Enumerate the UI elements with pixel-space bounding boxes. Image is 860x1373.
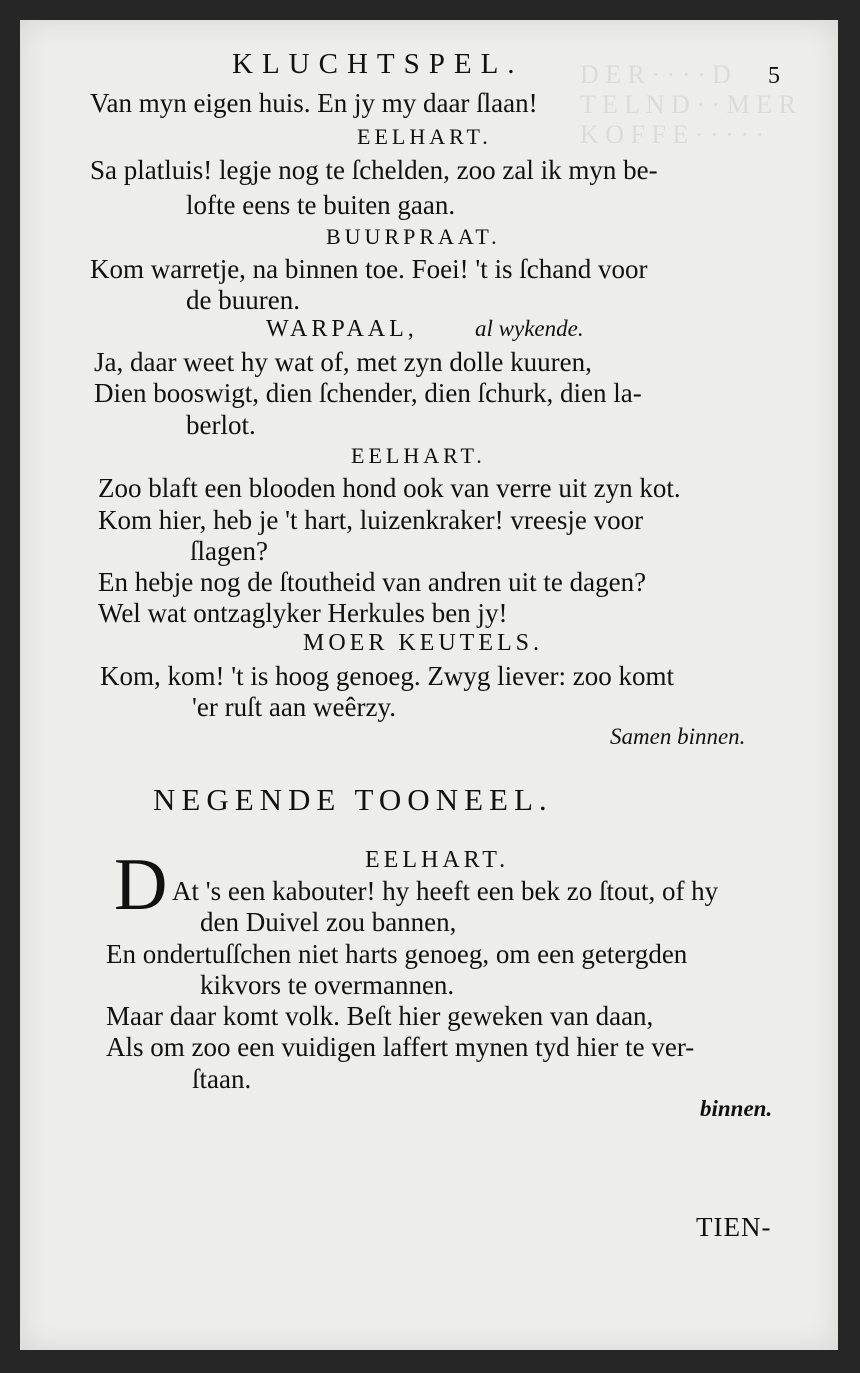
speaker-name: WARPAAL, [266, 316, 418, 342]
verse-line: berlot. [186, 410, 256, 440]
verse-line: den Duivel zou bannen, [200, 907, 457, 937]
verse-line: kikvors te overmannen. [200, 970, 455, 1000]
verse-line: Sa platluis! legje nog te ſchelden, zoo zal ik myn be- [90, 155, 658, 185]
verse-line: En ondertuſſchen niet harts genoeg, om een getergden [106, 939, 688, 969]
speaker-name: BUURPRAAT. [326, 224, 501, 249]
verse-line: At 's een kabouter! hy heeft een bek zo ſtout, of hy [172, 876, 719, 906]
verse-line: Zoo blaft een blooden hond ook van verre uit zyn kot. [98, 473, 681, 503]
speaker-name: EELHART. [357, 124, 492, 149]
verse-line: Van myn eigen huis. En jy my daar ſlaan! [90, 88, 538, 118]
catchword: TIEN- [696, 1212, 772, 1242]
verse-line: 'er ruſt aan weêrzy. [192, 692, 396, 722]
verse-line: de buuren. [186, 285, 300, 315]
verse-line: Kom hier, heb je 't hart, luizenkraker! vreesje voor [98, 505, 644, 535]
verse-line: En hebje nog de ſtoutheid van andren uit te dagen? [98, 567, 647, 597]
drop-cap: D [114, 844, 168, 926]
verse-line: Als om zoo een vuidigen laffert mynen tyd hier te ver- [106, 1032, 695, 1062]
verse-line: ſtaan. [192, 1064, 252, 1094]
page-number: 5 [768, 63, 780, 89]
verse-line: Wel wat ontzaglyker Herkules ben jy! [98, 598, 508, 628]
verse-line: Kom warretje, na binnen toe. Foei! 't is ſchand voor [90, 254, 648, 284]
verse-line: ſlagen? [190, 536, 268, 566]
stage-direction: al wykende. [475, 316, 584, 341]
paper-page [20, 20, 838, 1350]
verse-line: Ja, daar weet hy wat of, met zyn dolle kuuren, [94, 347, 592, 377]
speaker-name: EELHART. [365, 847, 510, 873]
verse-line: lofte eens te buiten gaan. [186, 190, 456, 220]
speaker-name: MOER KEUTELS. [303, 630, 543, 656]
show-through-text: D E R · · · · D T E L N D · · M E R K O F F E · · · · · [580, 60, 796, 149]
verse-line: Kom, kom! 't is hoog genoeg. Zwyg liever: zoo komt [100, 661, 675, 691]
speaker-name: EELHART. [351, 443, 486, 468]
running-header: KLUCHTSPEL. [232, 48, 524, 80]
verse-line: Dien booswigt, dien ſchender, dien ſchurk, dien la- [94, 378, 642, 408]
stage-direction: binnen. [700, 1096, 773, 1121]
verse-line: Maar daar komt volk. Beſt hier geweken van daan, [106, 1001, 654, 1031]
scene-heading: NEGENDE TOONEEL. [153, 782, 553, 817]
stage-direction: Samen binnen. [610, 724, 746, 749]
